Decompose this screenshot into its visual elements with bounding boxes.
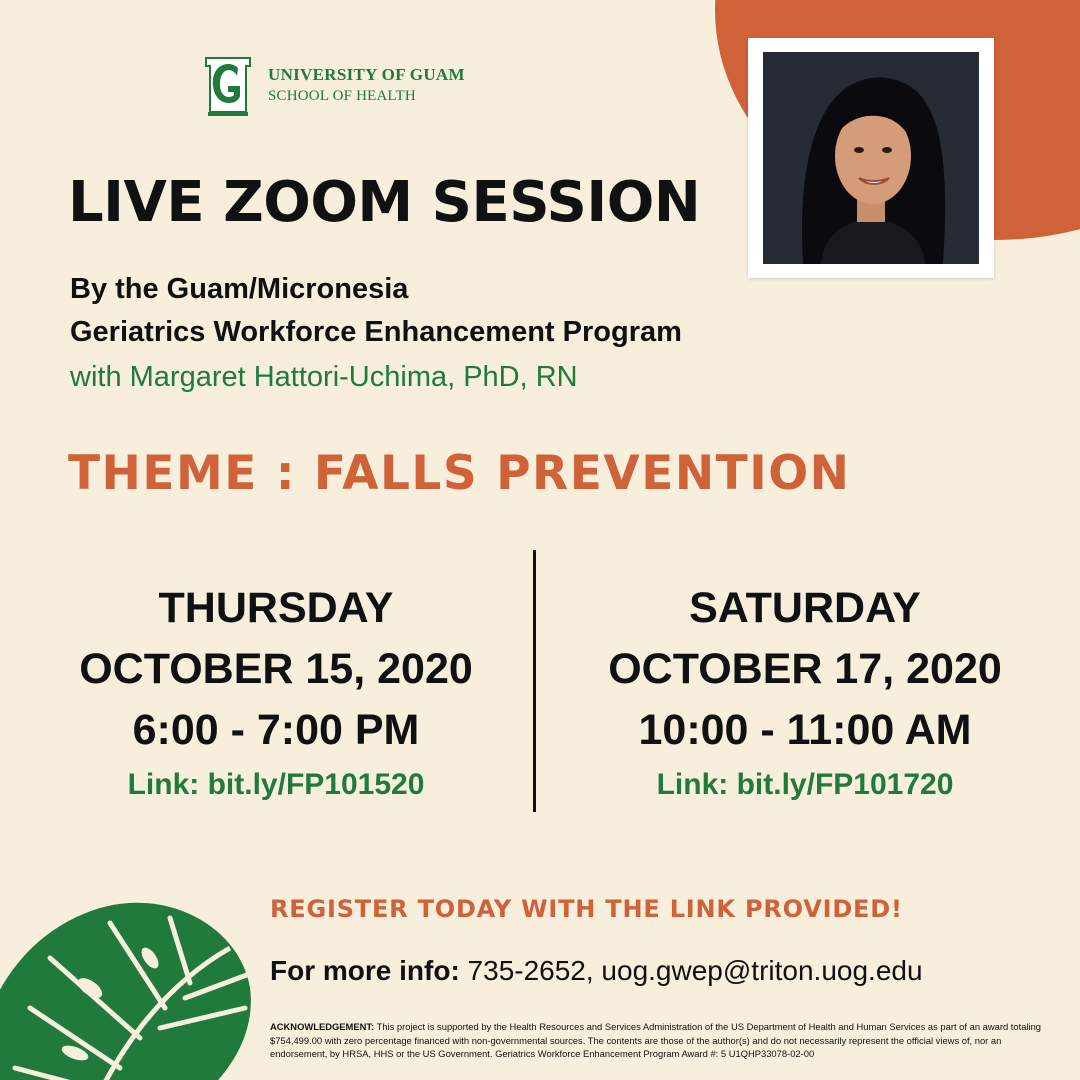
acknowledgement [270, 1020, 1060, 1061]
session-theme: THEME : FALLS PREVENTION [68, 446, 851, 501]
university-logo [200, 52, 465, 118]
presenter-photo [763, 52, 979, 264]
presenter-name: with Margaret Hattori-Uchima, PhD, RN [70, 361, 578, 393]
byline-line-2: Geriatrics Workforce Enhancement Program [70, 316, 682, 348]
university-g-logo-icon [200, 52, 256, 118]
headline: LIVE ZOOM SESSION [68, 170, 701, 235]
acknowledgement-text: This project is supported by the Health Resources and Services Administration of the US Department of Health and Human Services as part of an award totaling $754,499.00 with zero percentage financed with non-governmental sources. The contents are those of the author(s) and do not necessarily represent the official views of, nor an endorsement, by HRSA, HHS or the US Government. Geriatrics Workforce Enhancement Program Award #: 5 U1QHP33078-02-00 [270, 1021, 1042, 1059]
presenter-photo-frame [748, 38, 994, 278]
register-callout: REGISTER TODAY WITH THE LINK PROVIDED! [270, 895, 903, 923]
session-day: THURSDAY [158, 584, 394, 632]
logo-school-name: SCHOOL OF HEALTH [268, 88, 416, 104]
session-link[interactable]: Link: bit.ly/FP101520 [127, 768, 425, 801]
byline-line-1: By the Guam/Micronesia [70, 273, 409, 305]
session-date: OCTOBER 17, 2020 [608, 645, 1002, 693]
logo-university-name: UNIVERSITY OF GUAM [268, 65, 465, 84]
session-date: OCTOBER 15, 2020 [79, 645, 473, 693]
session-link[interactable]: Link: bit.ly/FP101720 [656, 768, 954, 801]
monstera-leaf-icon [0, 878, 260, 1080]
session-day: SATURDAY [689, 584, 921, 632]
program-byline [70, 268, 682, 354]
contact-info [270, 955, 923, 987]
session-time: 10:00 - 11:00 AM [638, 706, 972, 754]
session-saturday [575, 578, 1035, 807]
session-divider [533, 550, 536, 812]
contact-value: 735-2652, uog.gwep@triton.uog.edu [459, 955, 923, 986]
contact-label: For more info: [270, 955, 460, 986]
session-thursday [46, 578, 506, 807]
acknowledgement-label: ACKNOWLEDGEMENT: [270, 1021, 375, 1032]
session-time: 6:00 - 7:00 PM [132, 706, 420, 754]
